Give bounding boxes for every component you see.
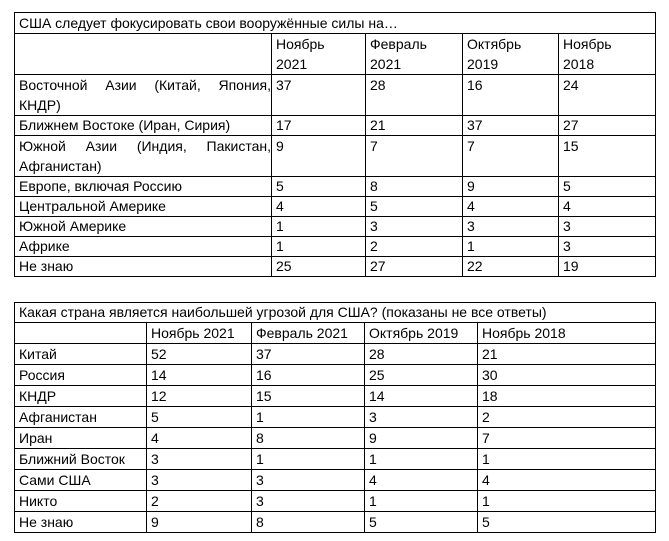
table-row: [15, 344, 656, 365]
value-cell: 7: [478, 428, 656, 449]
value-cell: 5: [365, 512, 478, 533]
value-cell: 8: [252, 428, 365, 449]
table-title: США следует фокусировать свои вооружённые силы на…: [15, 13, 656, 34]
column-header: Февраль 2021: [252, 323, 365, 344]
column-header: Октябрь 2019: [365, 323, 478, 344]
value-cell: 3: [252, 491, 365, 512]
table-row: [15, 197, 656, 217]
table-row: [15, 116, 656, 136]
value-cell: 4: [365, 470, 478, 491]
value-cell: 3: [147, 449, 252, 470]
table-row: [15, 365, 656, 386]
row-label: КНДР: [15, 386, 147, 407]
value-cell: 12: [147, 386, 252, 407]
row-label: Ближний Восток: [15, 449, 147, 470]
table-row: [15, 237, 656, 257]
row-label: Центральной Америке: [15, 197, 272, 217]
value-cell: 3: [252, 470, 365, 491]
value-cell: 2: [147, 491, 252, 512]
value-cell: 25: [365, 365, 478, 386]
value-cell: 1: [365, 449, 478, 470]
value-cell: 7: [366, 136, 463, 177]
value-cell: 25: [272, 257, 366, 277]
row-label: Европе, включая Россию: [15, 177, 272, 197]
table-row: [15, 428, 656, 449]
table-row: [15, 75, 656, 116]
table-row: [15, 386, 656, 407]
value-cell: 3: [559, 217, 656, 237]
table-row: [15, 470, 656, 491]
value-cell: 24: [559, 75, 656, 116]
value-cell: 28: [366, 75, 463, 116]
value-cell: 5: [272, 177, 366, 197]
value-cell: 21: [366, 116, 463, 136]
row-label: Никто: [15, 491, 147, 512]
column-header: Февраль 2021: [366, 34, 463, 75]
value-cell: 52: [147, 344, 252, 365]
value-cell: 9: [272, 136, 366, 177]
corner-cell: [15, 34, 272, 75]
table-row: [15, 257, 656, 277]
value-cell: 9: [147, 512, 252, 533]
value-cell: 21: [478, 344, 656, 365]
row-label: Россия: [15, 365, 147, 386]
table-row: [15, 177, 656, 197]
row-label: Южной Азии (Индия, Пакистан, Афганистан): [15, 136, 272, 177]
value-cell: 15: [252, 386, 365, 407]
value-cell: 9: [463, 177, 559, 197]
value-cell: 3: [147, 470, 252, 491]
corner-cell: [15, 323, 147, 344]
value-cell: 9: [365, 428, 478, 449]
value-cell: 3: [365, 407, 478, 428]
threat-country-table: [14, 302, 656, 533]
value-cell: 1: [272, 217, 366, 237]
value-cell: 30: [478, 365, 656, 386]
row-label: Восточной Азии (Китай, Япония, КНДР): [15, 75, 272, 116]
value-cell: 4: [147, 428, 252, 449]
value-cell: 27: [559, 116, 656, 136]
value-cell: 22: [463, 257, 559, 277]
value-cell: 3: [463, 217, 559, 237]
value-cell: 4: [463, 197, 559, 217]
table-row: [15, 449, 656, 470]
column-header: Ноябрь 2021: [272, 34, 366, 75]
value-cell: 15: [559, 136, 656, 177]
value-cell: 1: [478, 491, 656, 512]
value-cell: 16: [252, 365, 365, 386]
value-cell: 5: [559, 177, 656, 197]
value-cell: 4: [559, 197, 656, 217]
row-label: Южной Америке: [15, 217, 272, 237]
row-label: Не знаю: [15, 512, 147, 533]
value-cell: 1: [252, 449, 365, 470]
row-label: Не знаю: [15, 257, 272, 277]
value-cell: 16: [463, 75, 559, 116]
value-cell: 4: [478, 470, 656, 491]
value-cell: 1: [252, 407, 365, 428]
value-cell: 37: [252, 344, 365, 365]
value-cell: 1: [272, 237, 366, 257]
value-cell: 5: [366, 197, 463, 217]
value-cell: 17: [272, 116, 366, 136]
value-cell: 28: [365, 344, 478, 365]
value-cell: 8: [366, 177, 463, 197]
value-cell: 1: [463, 237, 559, 257]
value-cell: 4: [272, 197, 366, 217]
value-cell: 5: [147, 407, 252, 428]
table-row: [15, 407, 656, 428]
value-cell: 7: [463, 136, 559, 177]
table-row: [15, 217, 656, 237]
table-row: [15, 512, 656, 533]
value-cell: 1: [365, 491, 478, 512]
column-header: Ноябрь 2018: [559, 34, 656, 75]
value-cell: 3: [366, 217, 463, 237]
row-label: Африке: [15, 237, 272, 257]
table-row: [15, 491, 656, 512]
row-label: Афганистан: [15, 407, 147, 428]
row-label: Китай: [15, 344, 147, 365]
military-focus-table: [14, 12, 656, 277]
value-cell: 1: [478, 449, 656, 470]
row-label: Ближнем Востоке (Иран, Сирия): [15, 116, 272, 136]
value-cell: 37: [463, 116, 559, 136]
column-header: Октябрь 2019: [463, 34, 559, 75]
value-cell: 18: [478, 386, 656, 407]
row-label: Сами США: [15, 470, 147, 491]
value-cell: 14: [365, 386, 478, 407]
column-header: Ноябрь 2018: [478, 323, 656, 344]
table-row: [15, 136, 656, 177]
value-cell: 8: [252, 512, 365, 533]
value-cell: 37: [272, 75, 366, 116]
table-title: Какая страна является наибольшей угрозой для США? (показаны не все ответы): [15, 303, 656, 323]
value-cell: 19: [559, 257, 656, 277]
value-cell: 27: [366, 257, 463, 277]
value-cell: 2: [366, 237, 463, 257]
row-label: Иран: [15, 428, 147, 449]
column-header: Ноябрь 2021: [147, 323, 252, 344]
value-cell: 5: [478, 512, 656, 533]
value-cell: 14: [147, 365, 252, 386]
value-cell: 3: [559, 237, 656, 257]
value-cell: 2: [478, 407, 656, 428]
